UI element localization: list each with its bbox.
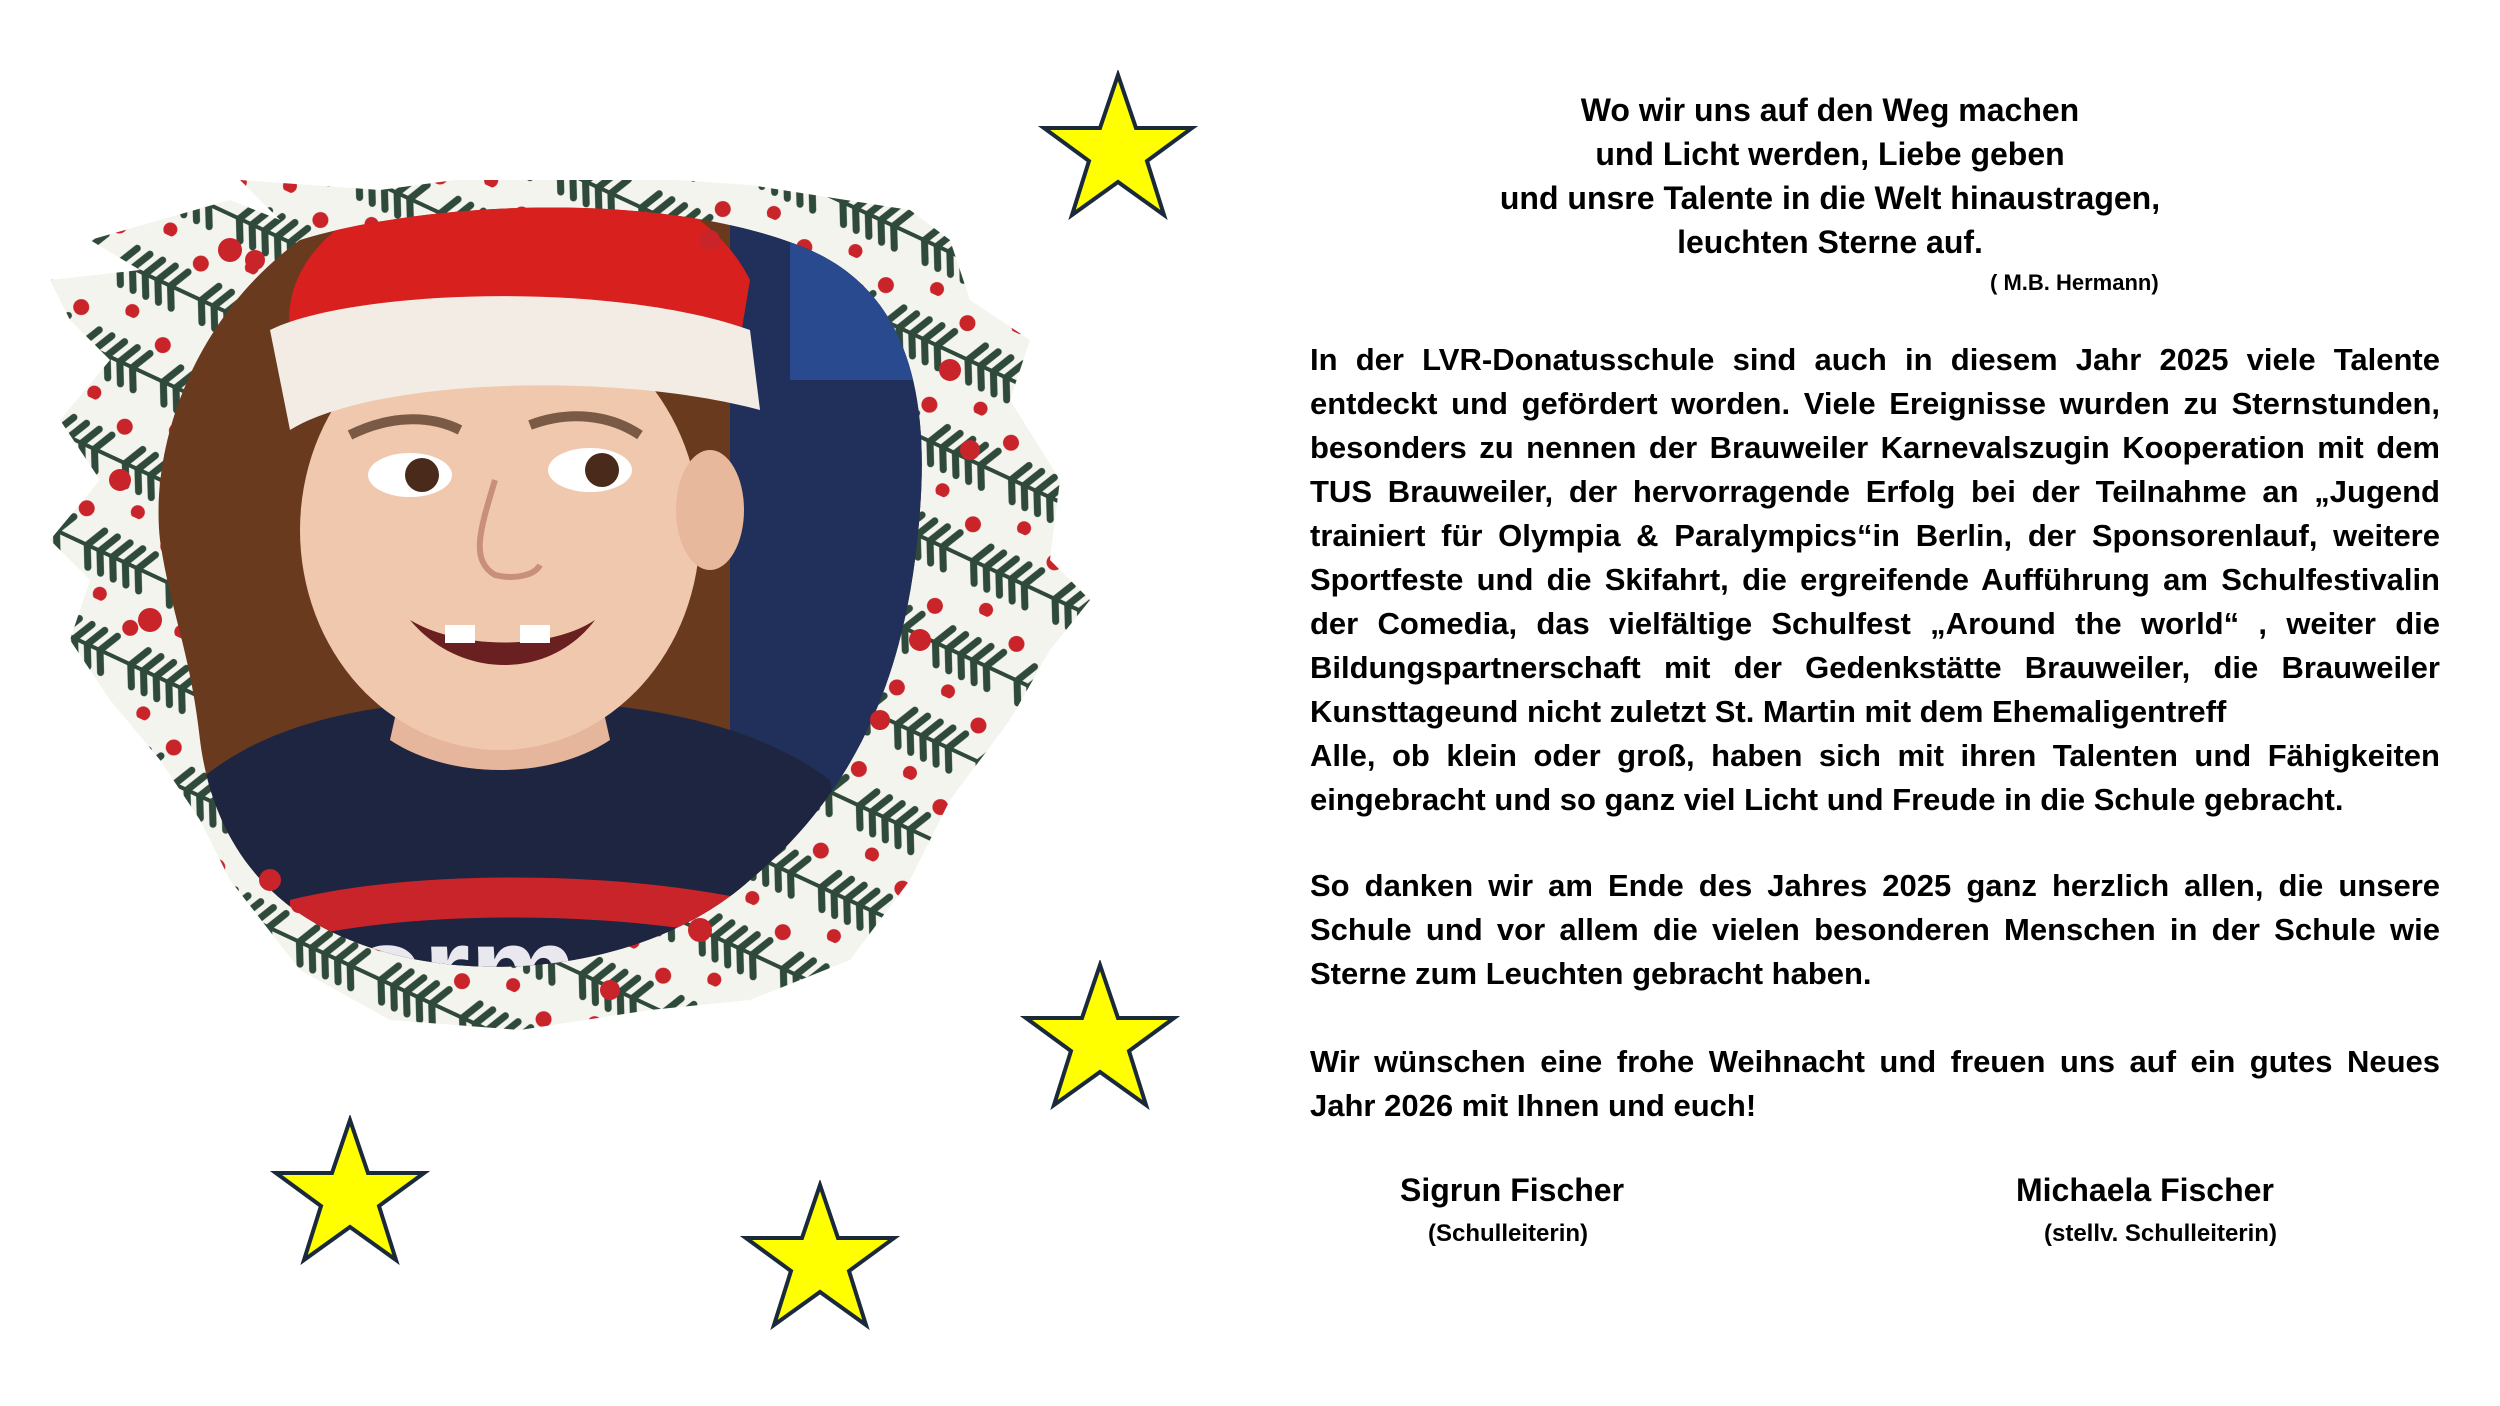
signature-role: (Schulleiterin) <box>1428 1220 1589 1247</box>
poem-author: ( M.B. Hermann) <box>1990 270 2159 295</box>
star-icon <box>1020 960 1180 1110</box>
letter-paragraph-1b: Alle, ob klein oder groß, haben sich mit ihren Talenten und Fähigkeiten eingebracht und so ganz viel Licht und Freude in die Schule gebracht. <box>1310 738 2440 817</box>
star-icon <box>270 1115 430 1265</box>
signature-name: Sigrun Fischer <box>1400 1172 1625 1208</box>
letter-paragraph-2-text: So danken wir am Ende des Jahres 2025 ganz herzlich allen, die unsere Schule und vor allem die vielen besonderen Menschen in der Schule wie Sterne zum Leuchten gebracht haben. <box>1310 868 2440 991</box>
star-icon <box>1038 70 1198 220</box>
poem-line: leuchten Sterne auf. <box>1677 224 1983 260</box>
signature-name: Michaela Fischer <box>2016 1172 2274 1208</box>
letter-paragraph-3 <box>1310 1040 2440 1128</box>
poem-line: und Licht werden, Liebe geben <box>1595 136 2065 172</box>
letter-paragraph-2 <box>1310 864 2440 996</box>
poem-line: Wo wir uns auf den Weg machen <box>1580 92 2080 128</box>
letter-paragraph <box>1310 338 2440 822</box>
poem-line: und unsre Talente in die Welt hinaustragen, <box>1499 180 2161 216</box>
signature-role: (stellv. Schulleiterin) <box>2044 1220 2277 1247</box>
christmas-photo <box>50 180 1250 1040</box>
star-icon <box>740 1180 900 1330</box>
letter-paragraph-3-text: Wir wünschen eine frohe Weihnacht und freuen uns auf ein gutes Neues Jahr 2026 mit Ihnen und euch! <box>1310 1044 2440 1123</box>
letter-paragraph-1: In der LVR-Donatusschule sind auch in diesem Jahr 2025 viele Talente entdeckt und gefördert worden. Viele Ereignisse wurden zu Sternstunden, besonders zu nennen der Brauweiler Karnevalszugin Kooperation mit dem TUS Brauweiler, der hervorragende Erfolg bei der Teilnahme an „Jugend trainiert für Olympia & Paralympics“in Berlin, der Sponsorenlauf, weitere Sportfeste und die Skifahrt, die ergreifende Aufführung am Schulfestivalin der Comedia, das vielfältige Schulfest „Around the world“ , weiter die Bildungspartnerschaft mit der Gedenkstätte Brauweiler, die Brauweiler Kunsttageund nicht zuletzt St. Martin mit dem Ehemaligentreff <box>1310 342 2440 729</box>
poem <box>1240 88 2420 264</box>
